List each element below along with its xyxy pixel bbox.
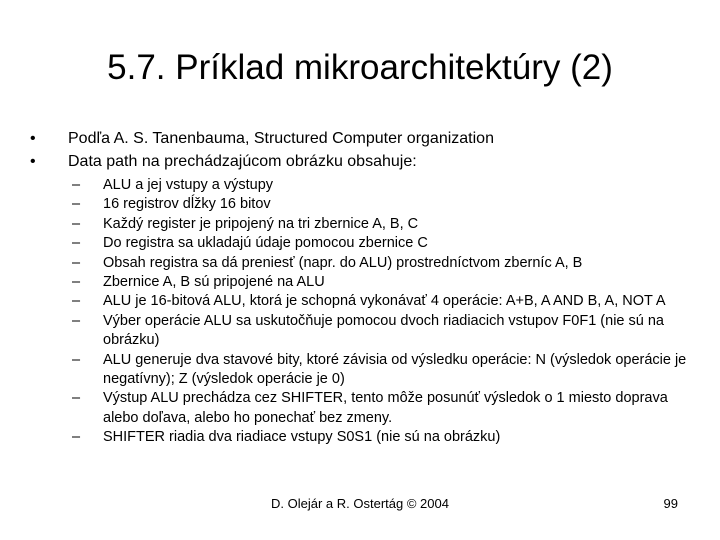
dash-marker: – bbox=[72, 235, 81, 252]
dash-marker: – bbox=[72, 177, 81, 193]
sub-item bbox=[72, 389, 692, 428]
sub-item bbox=[72, 292, 692, 311]
bullet-list bbox=[30, 127, 700, 173]
bullet-item bbox=[30, 127, 700, 150]
sub-item bbox=[72, 176, 692, 195]
sub-item-text: Obsah registra sa dá preniesť (napr. do ALU) prostredníctvom zberníc A, B bbox=[103, 254, 583, 271]
sub-item-text: Do registra sa ukladajú údaje pomocou zbernice C bbox=[103, 235, 428, 252]
page-number: 99 bbox=[663, 496, 678, 511]
sub-item-text: Každý register je pripojený na tri zbernice A, B, C bbox=[103, 215, 419, 232]
dash-marker: – bbox=[72, 215, 81, 232]
sub-item-text: Zbernice A, B sú pripojené na ALU bbox=[103, 274, 325, 291]
bullet-marker: • bbox=[30, 130, 36, 147]
sub-item-text: ALU je 16-bitová ALU, ktorá je schopná vykonávať 4 operácie: A+B, A AND B, A, NOT A bbox=[103, 293, 666, 310]
dash-marker: – bbox=[72, 196, 81, 213]
footer-text: D. Olejár a R. Ostertág © 2004 bbox=[271, 496, 449, 511]
sub-item-text: 16 registrov dĺžky 16 bitov bbox=[103, 196, 271, 213]
sub-item-text: ALU a jej vstupy a výstupy bbox=[103, 177, 274, 193]
sub-item bbox=[72, 195, 692, 214]
dash-marker: – bbox=[72, 274, 81, 291]
sub-item-text: Výber operácie ALU sa uskutočňuje pomocou dvoch riadiacich vstupov F0F1 (nie sú na obrázku) bbox=[103, 312, 664, 349]
sub-item bbox=[72, 312, 692, 351]
sub-item bbox=[72, 234, 692, 253]
bullet-text: Podľa A. S. Tanenbauma, Structured Computer organization bbox=[68, 130, 494, 147]
dash-marker: – bbox=[72, 293, 81, 310]
sub-item bbox=[72, 254, 692, 273]
bullet-text: Data path na prechádzajúcom obrázku obsahuje: bbox=[68, 153, 417, 170]
dash-marker: – bbox=[72, 351, 81, 368]
dash-marker: – bbox=[72, 429, 81, 446]
dash-marker: – bbox=[72, 254, 81, 271]
slide-title: 5.7. Príklad mikroarchitektúry (2) bbox=[107, 48, 613, 87]
dash-marker: – bbox=[72, 390, 81, 407]
sub-item bbox=[72, 428, 692, 447]
sub-item-list bbox=[72, 176, 692, 448]
sub-item-text: SHIFTER riadia dva riadiace vstupy S0S1 (nie sú na obrázku) bbox=[103, 429, 501, 446]
bullet-marker: • bbox=[30, 153, 36, 170]
sub-item bbox=[72, 273, 692, 292]
sub-item bbox=[72, 215, 692, 234]
sub-item-text: ALU generuje dva stavové bity, ktoré závisia od výsledku operácie: N (výsledok operácie je negatívny); Z (výsledok operácie je 0) bbox=[103, 351, 687, 388]
sub-item bbox=[72, 351, 692, 390]
dash-marker: – bbox=[72, 312, 81, 329]
sub-item-text: Výstup ALU prechádza cez SHIFTER, tento môže posunúť výsledok o 1 miesto doprava alebo doľava, alebo ho ponechať bez zmeny. bbox=[103, 390, 668, 426]
bullet-item bbox=[30, 150, 700, 173]
